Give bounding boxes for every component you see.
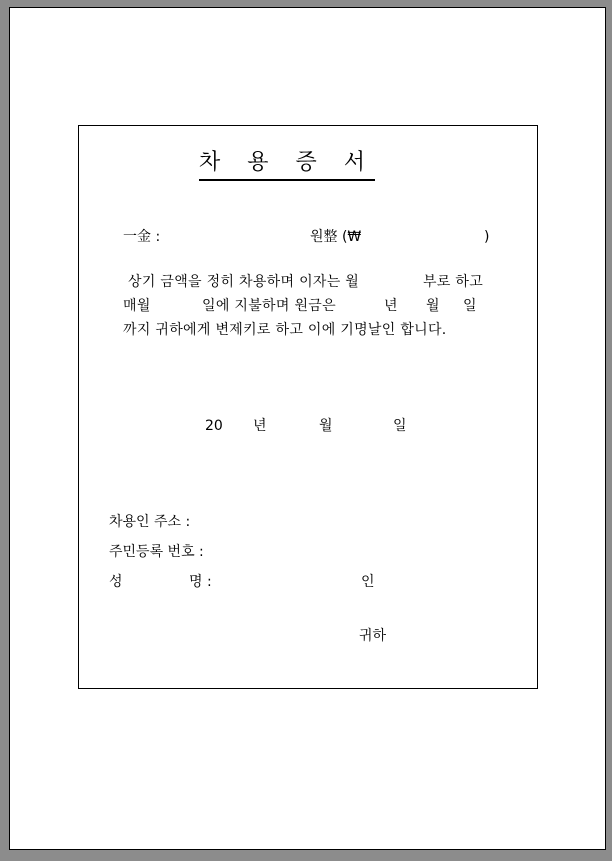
- borrower-id-label: 주민등록 번호 :: [109, 544, 204, 560]
- para-line-1a: 상기 금액을 정히 차용하며 이자는 월: [128, 274, 360, 290]
- borrower-name-label-a: 성: [109, 574, 123, 590]
- document-page: [9, 7, 606, 850]
- para-line-1b: 부로 하고: [423, 274, 484, 290]
- date-day: 일: [393, 418, 407, 434]
- document-border: [78, 125, 538, 689]
- closing-addressee: 귀하: [359, 628, 387, 644]
- para-line-2c: 년: [384, 298, 398, 314]
- amount-close-paren: ): [484, 229, 490, 245]
- borrower-address-label: 차용인 주소 :: [109, 514, 191, 530]
- seal-mark: 인: [361, 574, 375, 590]
- date-month: 월: [319, 418, 333, 434]
- date-year-prefix: 20: [205, 418, 223, 434]
- document-title: 차 용 증 서: [199, 149, 375, 181]
- amount-unit: 원整 (₩: [310, 229, 362, 245]
- para-line-2e: 일: [463, 298, 477, 314]
- para-line-2b: 일에 지불하며 원금은: [202, 298, 336, 314]
- borrower-name-label-b: 명 :: [189, 574, 212, 590]
- para-line-2a: 매월: [123, 298, 151, 314]
- date-year: 년: [253, 418, 267, 434]
- para-line-2d: 월: [426, 298, 440, 314]
- para-line-3: 까지 귀하에게 변제키로 하고 이에 기명날인 합니다.: [123, 322, 447, 338]
- amount-label: 一金 :: [123, 229, 161, 245]
